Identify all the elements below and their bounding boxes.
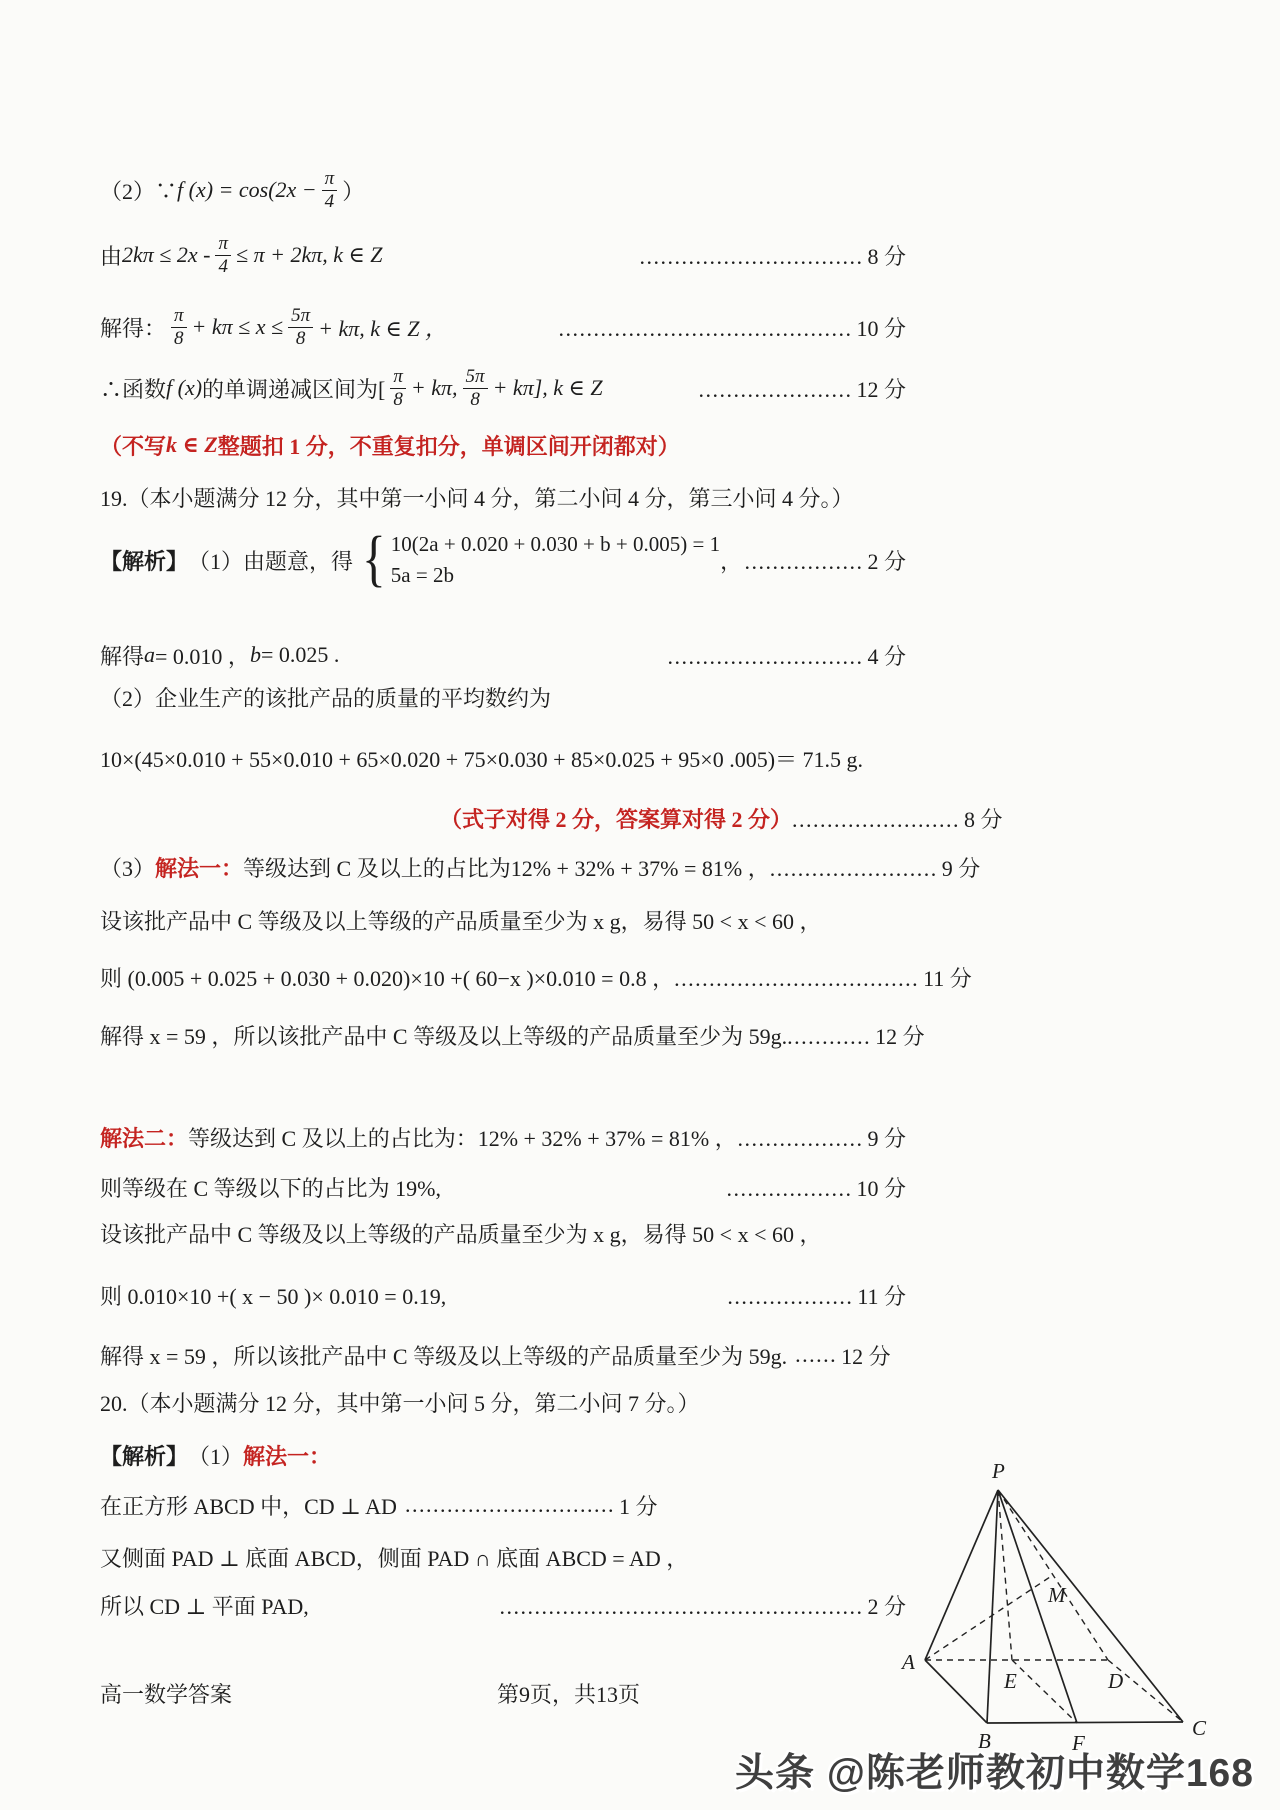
fraction-5pi-8: $\frac{5\pi}{8}$ [463,366,488,411]
score-leader: ............ 12 分 [787,1023,925,1049]
cn-run: 设该批产品中 C 等级及以上等级的产品质量至少为 x g，易得 50 < x < 60 ， [100,908,822,934]
grading-note-red [100,430,906,460]
conclusion-line [100,1020,925,1050]
cn-run: （1） [188,1443,244,1469]
square-perpendicular-line [100,1490,906,1520]
segment-EF-hidden [1012,1660,1077,1723]
cn-run: 解得 [100,643,145,669]
q20-analysis-header [100,1440,906,1470]
cn-run: （2）企业生产的该批产品的质量的平均数约为 [100,685,552,711]
grading-note-red-2 [100,803,1003,833]
method2-line [100,1122,906,1152]
left-brace: { [362,525,386,594]
edge-BC [987,1722,1183,1723]
fraction-pi-4: $\frac{\pi}{4}$ [322,168,338,213]
cn-run: 在正方形 ABCD 中，CD ⊥ AD [100,1493,397,1519]
cn-run: 设该批产品中 C 等级及以上等级的产品质量至少为 x g，易得 50 < x < 60 ， [100,1221,822,1247]
side-face-line [100,1542,906,1572]
edge-PD-hidden [998,1490,1108,1660]
var-a: a [144,642,156,667]
score-leader: ................................... 11 分 [674,965,972,991]
leader-dots: .............................. [404,1492,615,1517]
score-leader: .................. 9 分 [737,1125,906,1151]
segment-PE-hidden [998,1490,1012,1660]
method2-label: 解法二： [100,1125,189,1151]
assumption-line-2 [100,1218,906,1248]
vertex-label-F: F [1072,1731,1085,1755]
score-leader: .................................................... 2 分 [499,1593,906,1619]
fraction-5pi-8: $\frac{5\pi}{8}$ [288,305,313,350]
score-leader: .......................................... 10 分 [558,315,906,341]
red-note: （不写 [100,433,167,459]
vertex-label-E: E [1004,1669,1017,1693]
question-20-header [100,1387,906,1417]
cn-run: 的单调递减区间为[ [202,376,386,402]
footer-page-number: 第9页，共13页 [497,1682,641,1707]
math-run: 则 (0.005 + 0.025 + 0.030 + 0.020)×10 +( 60−x )×0.010 = 0.8 ， [100,965,675,991]
math-run: f (x) [166,375,203,400]
cn-run: （1）由题意，得 [188,548,354,574]
var-b: b [249,642,261,667]
edge-PB [987,1490,998,1723]
question-text: 20.（本小题满分 12 分，其中第一小问 5 分，第二小问 7 分。） [100,1390,700,1416]
score-text: 12 分 [841,1343,891,1369]
method1-label: 解法一： [155,855,244,881]
cn-run: 又侧面 PAD ⊥ 底面 ABCD，侧面 PAD ∩ 底面 ABCD = AD ， [100,1545,689,1571]
cn-run: 等级达到 C 及以上的占比为：12% + 32% + 37% = 81% ， [188,1125,737,1151]
vertex-label-P: P [992,1459,1005,1483]
math-run: f (x) = cos(2x − [177,177,317,202]
math-run: 则 0.010×10 +( x − 50 )× 0.010 = 0.19, [100,1283,447,1309]
math-run: 10×(45×0.010 + 55×0.010 + 65×0.020 + 75×0.030 + 85×0.025 + 95×0 .005)＝ 71.5 g. [100,746,864,772]
question-text: 19.（本小题满分 12 分，其中第一小问 4 分，第二小问 4 分，第三小问 4 分。） [100,485,854,511]
cd-perp-plane-line [100,1590,906,1620]
vertex-label-C: C [1192,1716,1207,1740]
part3-method1 [100,852,981,882]
fraction-pi-4: $\frac{\pi}{4}$ [215,233,231,278]
fraction-pi-8: $\frac{\pi}{8}$ [171,305,187,350]
fraction-pi-8: $\frac{\pi}{8}$ [390,366,406,411]
score-leader: .................. 11 分 [727,1283,906,1309]
part2-intro [100,682,906,712]
score-leader: ................. 2 分 [744,548,906,574]
solution-ab-values [100,640,906,670]
method1-label: 解法一： [243,1443,332,1469]
line-prefix: （2）∵ [100,178,178,204]
equation-system [391,529,720,592]
score-leader: .................. 10 分 [726,1175,906,1201]
cn-run: 等级达到 C 及以上的占比为12% + 32% + 37% = 81% ， [243,855,770,881]
analysis-label: 【解析】 [100,548,189,574]
solution-system-line [100,524,906,596]
red-note: 整题扣 1 分，不重复扣分，单调区间开闭都对） [217,433,680,459]
below-c-ratio-line [100,1172,906,1202]
edge-PC [998,1490,1183,1722]
conclusion-line-2 [100,1340,906,1370]
cn-run: 所以 CD ⊥ 平面 PAD, [100,1593,309,1619]
cn-run: （3） [100,855,156,881]
footer-document-title: 高一数学答案 [100,1682,233,1707]
vertex-label-B: B [978,1729,991,1753]
segment-AM-hidden [925,1575,1053,1660]
vertex-label-D: D [1108,1669,1124,1693]
mean-calculation [100,742,906,774]
math-run: 2kπ ≤ 2x - [122,242,211,267]
red-math: k ∈ Z [166,432,218,457]
watermark-text: 头条 @陈老师教初中数学168 [735,1752,1254,1795]
comma: ， [720,548,743,574]
score-text: 1 分 [618,1493,658,1519]
math-run: + kπ], k ∈ Z [492,375,603,400]
analysis-label: 【解析】 [100,1443,189,1469]
math-run: + kπ ≤ x ≤ [191,314,284,339]
leader-dots: ...... [795,1342,838,1367]
cn-run: 解得： [100,315,167,341]
equation-1: 10(2a + 0.020 + 0.030 + b + 0.005) = 1 [390,531,721,556]
cn-run: 则等级在 C 等级以下的占比为 19%, [100,1175,442,1201]
cn-run: 由 [100,243,123,269]
math-run: ≤ π + 2kπ, k ∈ Z [236,242,383,267]
edge-PA [925,1490,998,1660]
value-run: = 0.025 . [260,642,340,667]
math-run: + kπ, k ∈ Z ， [318,315,448,341]
score-leader: ........................ 8 分 [792,806,1003,832]
edge-AB [925,1660,987,1723]
score-leader: ................................ 8 分 [639,243,906,269]
equation-2: 5a = 2b [390,563,454,587]
math-run: + kπ, [410,375,458,400]
question-19-header [100,482,906,512]
red-note: （式子对得 2 分，答案算对得 2 分） [440,806,793,832]
score-leader: ........................ 9 分 [769,855,981,881]
cn-run: ∴函数 [100,376,167,402]
line-suffix: ） [342,178,365,204]
text-line-solve-interval [100,299,906,355]
score-leader: ...................... 12 分 [698,376,906,402]
text-line-inequality [100,227,906,283]
assumption-line [100,905,906,935]
vertex-label-A: A [902,1650,915,1674]
vertex-label-M: M [1048,1583,1066,1607]
cn-run: 解得 x = 59 ，所以该批产品中 C 等级及以上等级的产品质量至少为 59g. [100,1023,788,1049]
score-leader: ............................ 4 分 [667,643,906,669]
text-line-monotonic-interval [100,360,906,416]
pyramid-diagram [880,1445,1280,1765]
equation-line [100,960,972,994]
cn-run: 解得 x = 59 ，所以该批产品中 C 等级及以上等级的产品质量至少为 59g. [100,1343,788,1369]
text-line-fx-cos [100,162,906,218]
equation-line-2 [100,1278,906,1312]
value-run: = 0.010 ， [155,643,250,669]
